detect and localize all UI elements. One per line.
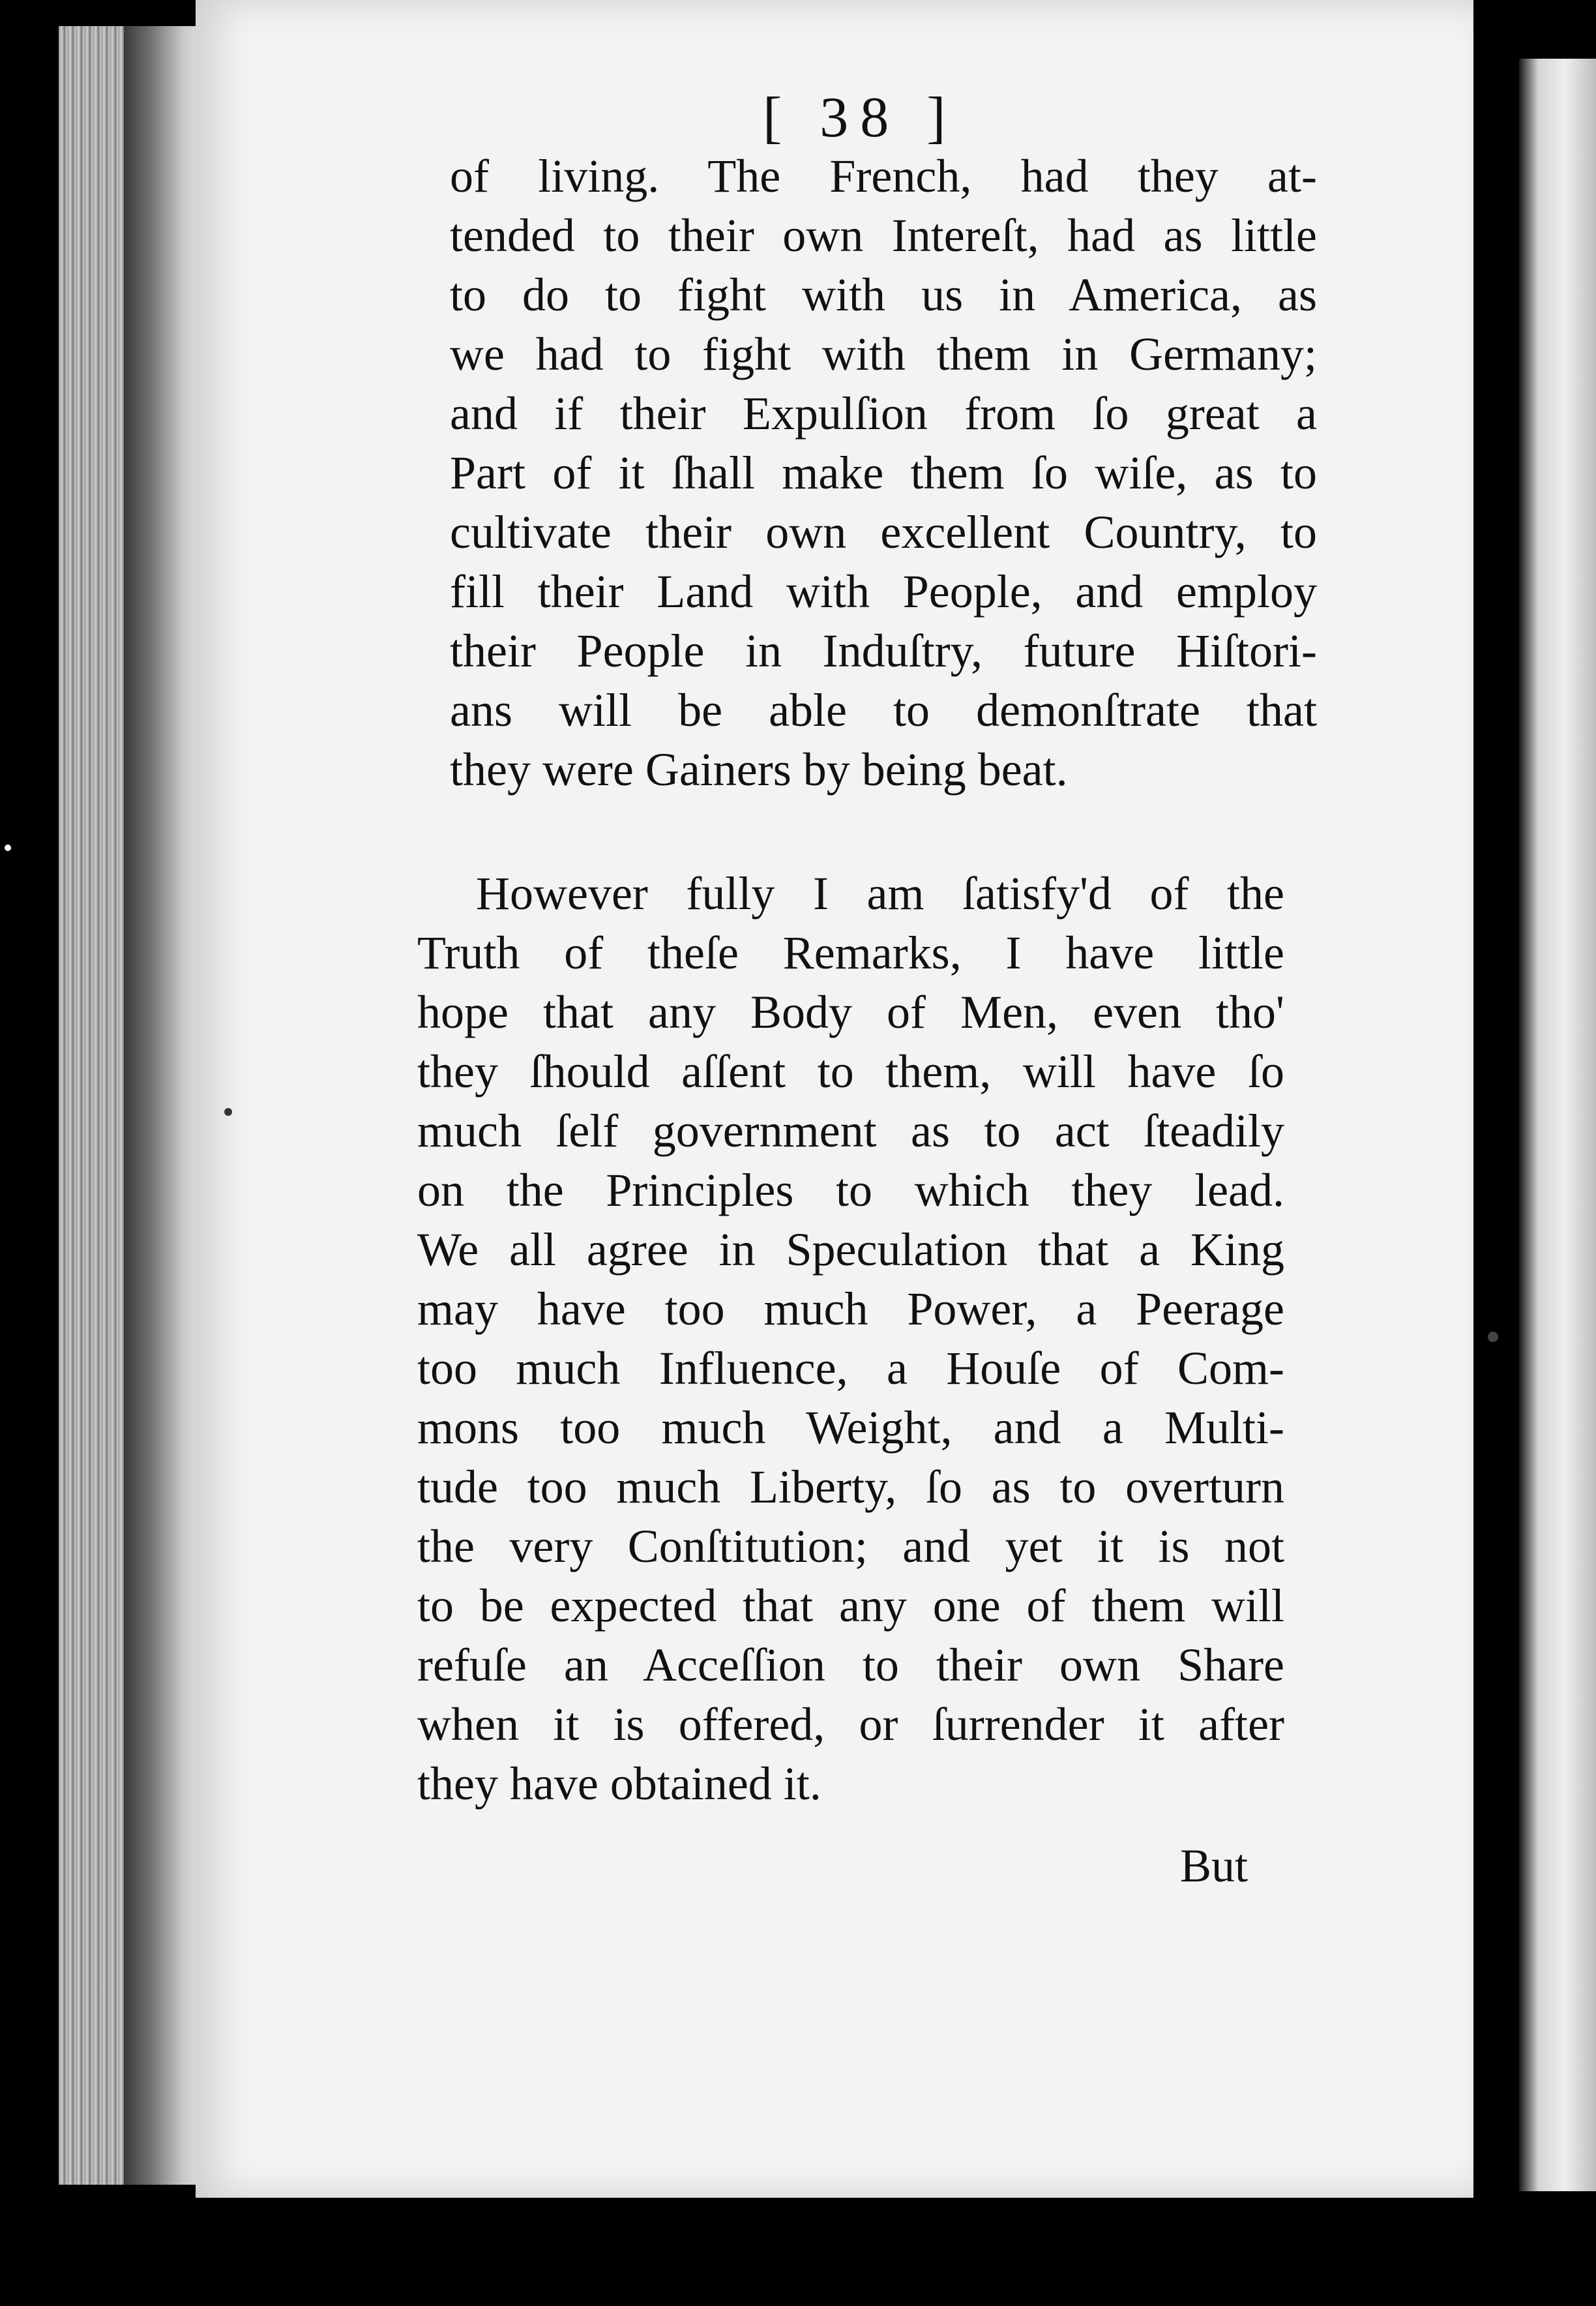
text-line: Truth of theſe Remarks, I have little: [417, 927, 1284, 979]
text-line: they have obtained it.: [417, 1758, 821, 1810]
text-line: too much Influence, a Houſe of Com-: [417, 1342, 1284, 1394]
text-line: cultivate their own excellent Country, to: [450, 506, 1317, 558]
text-line: their People in Induſtry, future Hiſtori-: [450, 625, 1317, 677]
text-line: to do to fight with us in America, as: [450, 269, 1317, 321]
text-line: they ſhould aſſent to them, will have ſo: [417, 1045, 1284, 1098]
text-line: We all agree in Speculation that a King: [417, 1223, 1284, 1276]
text-line: to be expected that any one of them will: [417, 1580, 1284, 1632]
text-line: may have too much Power, a Peerage: [417, 1283, 1284, 1335]
text-line: Part of it ſhall make them ſo wiſe, as to: [450, 447, 1317, 499]
page-number: [ 38 ]: [763, 86, 958, 149]
text-line: we had to fight with them in Germany;: [450, 328, 1317, 380]
text-line: fill their Land with People, and employ: [450, 565, 1317, 618]
text-line: hope that any Body of Men, even tho': [417, 986, 1284, 1038]
text-line: they were Gainers by being beat.: [450, 743, 1068, 796]
catchword: But: [1180, 1840, 1249, 1892]
text-line: the very Conſtitution; and yet it is not: [417, 1520, 1284, 1572]
text-line: on the Principles to which they lead.: [417, 1164, 1284, 1216]
text-line: ans will be able to demonſtrate that: [450, 684, 1317, 736]
text-line: of living. The French, had they at-: [450, 150, 1317, 202]
text-line: tended to their own Intereſt, had as little: [450, 209, 1317, 262]
text-line: mons too much Weight, and a Multi-: [417, 1401, 1284, 1454]
text-line: refuſe an Acceſſion to their own Share: [417, 1639, 1284, 1691]
text-line: when it is offered, or ſurrender it after: [417, 1698, 1284, 1750]
text-line: much ſelf government as to act ſteadily: [417, 1105, 1284, 1157]
text-line: and if their Expulſion from ſo great a: [450, 387, 1317, 440]
text-line: tude too much Liberty, ſo as to overturn: [417, 1461, 1284, 1513]
text-line: However fully I am ſatisfy'd of the: [476, 867, 1284, 920]
